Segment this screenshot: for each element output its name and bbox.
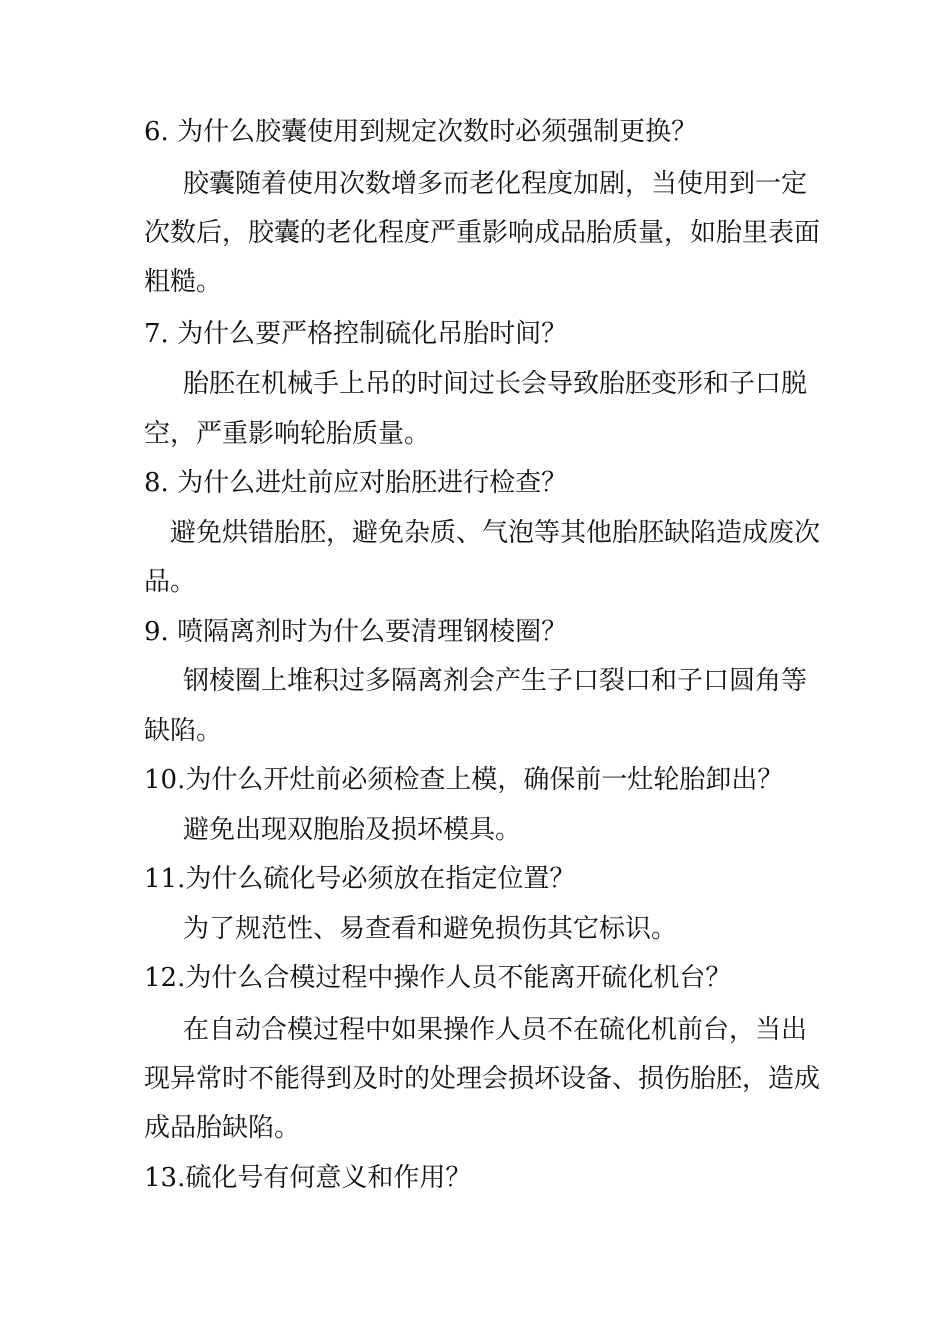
- question-13: 13.硫化号有何意义和作用？: [144, 1163, 472, 1193]
- answer-6-line-1: 胶囊随着使用次数增多而老化程度加剧，当使用到一定: [183, 169, 808, 199]
- question-11: 11.为什么硫化号必须放在指定位置？: [144, 864, 576, 894]
- answer-12-line-1: 在自动合模过程中如果操作人员不在硫化机前台，当出: [183, 1015, 808, 1045]
- question-7: 7. 为什么要严格控制硫化吊胎时间？: [144, 319, 568, 349]
- answer-12-line-3: 成品胎缺陷。: [144, 1113, 301, 1143]
- answer-9-line-1: 钢棱圈上堆积过多隔离剂会产生子口裂口和子口圆角等: [183, 666, 808, 696]
- answer-6-line-2: 次数后，胶囊的老化程度严重影响成品胎质量，如胎里表面: [144, 218, 821, 248]
- question-6: 6. 为什么胶囊使用到规定次数时必须强制更换？: [144, 117, 698, 147]
- answer-6-line-3: 粗糙。: [144, 267, 223, 297]
- answer-9-line-2: 缺陷。: [144, 716, 223, 746]
- answer-7-line-2: 空，严重影响轮胎质量。: [144, 419, 431, 449]
- answer-12-line-2: 现异常时不能得到及时的处理会损坏设备、损伤胎胚，造成: [144, 1064, 821, 1094]
- answer-7-line-1: 胎胚在机械手上吊的时间过长会导致胎胚变形和子口脱: [183, 369, 808, 399]
- question-10: 10.为什么开灶前必须检查上模，确保前一灶轮胎卸出？: [144, 765, 784, 795]
- answer-8-line-1: 避免烘错胎胚，避免杂质、气泡等其他胎胚缺陷造成废次: [170, 518, 821, 548]
- answer-11-line-1: 为了规范性、易查看和避免损伤其它标识。: [183, 914, 678, 944]
- answer-8-line-2: 品。: [144, 567, 197, 597]
- question-8: 8. 为什么进灶前应对胎胚进行检查？: [144, 468, 568, 498]
- question-12: 12.为什么合模过程中操作人员不能离开硫化机台？: [144, 963, 732, 993]
- answer-10-line-1: 避免出现双胞胎及损坏模具。: [183, 815, 522, 845]
- question-9: 9. 喷隔离剂时为什么要清理钢棱圈？: [144, 617, 568, 647]
